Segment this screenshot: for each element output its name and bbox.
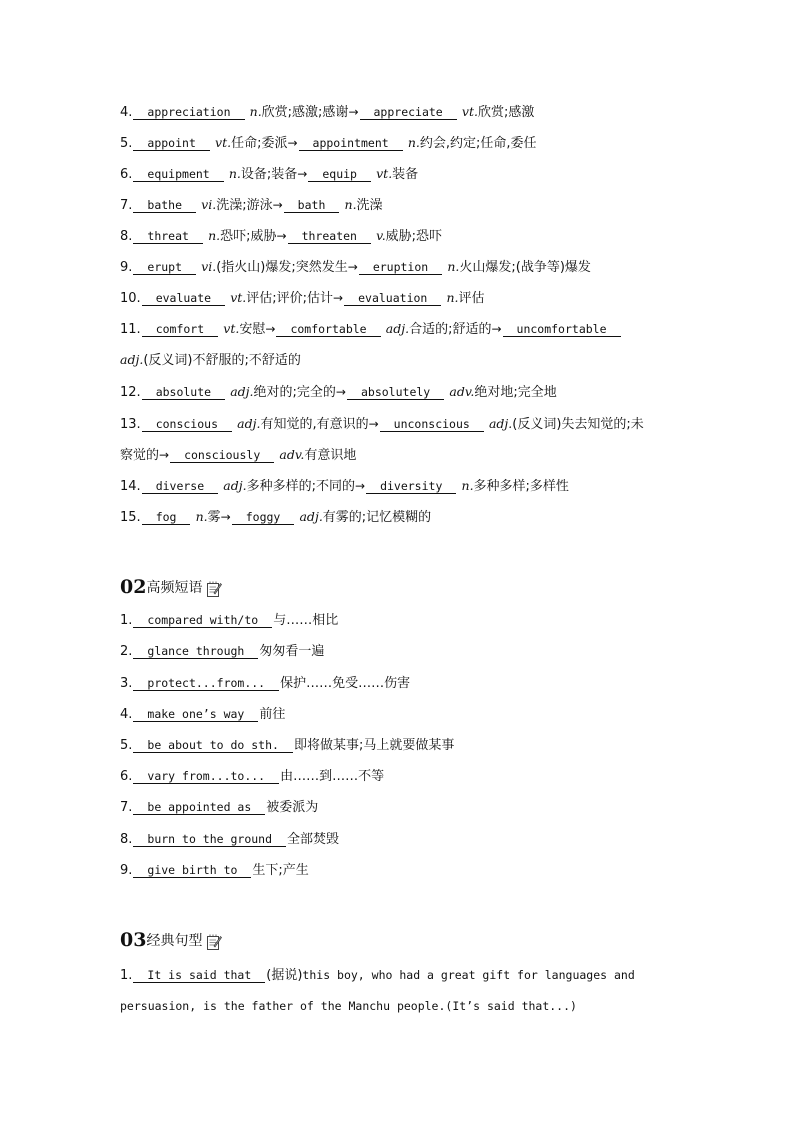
item-number: 15. <box>120 510 141 525</box>
meaning: 欣赏;感激;感谢 <box>261 105 349 120</box>
answer-blank: unconscious <box>380 417 484 432</box>
part-of-speech: n. <box>447 259 460 274</box>
answer-blank: burn to the ground <box>133 832 286 847</box>
part-of-speech: adj. <box>237 416 261 431</box>
answer-blank: conscious <box>142 417 232 432</box>
part-of-speech: vt. <box>461 104 478 119</box>
item-number: 9. <box>120 863 133 878</box>
item-number: 4. <box>120 105 133 120</box>
arrow-icon: → <box>333 291 344 305</box>
section-title: 经典句型 <box>146 933 203 949</box>
notepad-pencil-icon <box>206 580 222 598</box>
answer-blank: equip <box>308 167 371 182</box>
answer-blank: bath <box>284 198 340 213</box>
meaning: 洗澡;游泳 <box>216 198 273 213</box>
answer-blank: appreciate <box>360 105 457 120</box>
meaning: 评估;评价;估计 <box>246 291 334 306</box>
phrase-item-9 <box>120 863 690 879</box>
item-number: 6. <box>120 167 133 182</box>
arrow-icon: → <box>355 479 366 493</box>
answer-blank: evaluate <box>142 291 225 306</box>
part-of-speech: n. <box>407 135 420 150</box>
answer-blank: consciously <box>170 448 274 463</box>
phrase-item-5 <box>120 738 690 754</box>
meaning: 合适的;舒适的 <box>409 322 492 337</box>
part-of-speech: n. <box>228 166 241 181</box>
vocab-item-11-cont <box>120 352 690 369</box>
arrow-icon: → <box>276 229 287 243</box>
item-number: 14. <box>120 479 141 494</box>
answer-blank: give birth to <box>133 863 251 878</box>
part-of-speech: vt. <box>376 166 393 181</box>
section-title: 高频短语 <box>146 580 203 596</box>
vocab-item-11 <box>120 321 690 338</box>
answer-blank: It is said that <box>133 968 265 983</box>
meaning: 欣赏;感激 <box>477 105 535 120</box>
item-number: 8. <box>120 832 133 847</box>
answer-blank: equipment <box>133 167 223 182</box>
arrow-icon: → <box>159 448 170 462</box>
answer-blank: absolute <box>142 385 225 400</box>
answer-blank: comfort <box>142 322 218 337</box>
section-number: 03 <box>120 929 147 951</box>
part-of-speech: adj. <box>299 509 323 524</box>
answer-blank: vary from...to... <box>133 769 279 784</box>
meaning: 即将做某事;马上就要做某事 <box>293 738 455 753</box>
item-number: 3. <box>120 676 133 691</box>
answer-blank: fog <box>142 510 191 525</box>
answer-blank: appointment <box>299 136 403 151</box>
part-of-speech: vt. <box>223 321 240 336</box>
meaning: 装备 <box>392 167 419 182</box>
item-number: 1. <box>120 613 133 628</box>
meaning: (反义词)失去知觉的;未 <box>512 417 644 432</box>
part-of-speech: adj. <box>120 352 144 367</box>
section-header-sentences <box>120 925 222 951</box>
part-of-speech: n. <box>208 228 221 243</box>
answer-blank: eruption <box>359 260 442 275</box>
meaning: 雾 <box>207 510 221 525</box>
vocab-item-9 <box>120 259 690 276</box>
phrase-item-2 <box>120 644 690 660</box>
arrow-icon: → <box>335 385 346 399</box>
arrow-icon: → <box>491 322 502 336</box>
meaning: (指火山)爆发;突然发生 <box>216 260 348 275</box>
section-number: 02 <box>120 576 147 598</box>
meaning: 绝对的;完全的 <box>253 385 336 400</box>
sentence-item-1 <box>120 967 690 984</box>
meaning: 生下;产生 <box>252 863 309 878</box>
arrow-icon: → <box>348 105 359 119</box>
vocab-item-8 <box>120 228 690 245</box>
meaning: (反义词)不舒服的;不舒适的 <box>143 353 301 368</box>
meaning: 任命;委派 <box>231 136 288 151</box>
meaning: 由……到……不等 <box>280 769 385 784</box>
answer-blank: appoint <box>133 136 209 151</box>
vocab-item-14 <box>120 478 690 495</box>
answer-blank: uncomfortable <box>503 322 621 337</box>
meaning: 绝对地;完全地 <box>474 385 557 400</box>
meaning: 与……相比 <box>273 613 339 628</box>
meaning: 有雾的;记忆模糊的 <box>322 510 432 525</box>
meaning: 洗澡 <box>356 198 383 213</box>
answer-blank: comfortable <box>276 322 380 337</box>
part-of-speech: n. <box>249 104 262 119</box>
answer-blank: bathe <box>133 198 196 213</box>
vocab-item-13-cont <box>120 447 690 464</box>
answer-blank: threaten <box>288 229 371 244</box>
answer-blank: threat <box>133 229 203 244</box>
part-of-speech: vi. <box>201 259 217 274</box>
vocab-item-13 <box>120 416 690 433</box>
answer-blank: be appointed as <box>133 800 265 815</box>
part-of-speech: n. <box>461 478 474 493</box>
arrow-icon: → <box>368 417 379 431</box>
item-number: 6. <box>120 769 133 784</box>
meaning: 被委派为 <box>266 800 319 815</box>
arrow-icon: → <box>265 322 276 336</box>
phrase-item-3 <box>120 676 690 692</box>
vocab-item-4 <box>120 104 690 121</box>
vocab-item-6 <box>120 166 690 183</box>
arrow-icon: → <box>272 198 283 212</box>
part-of-speech: adj. <box>230 384 254 399</box>
item-number: 1. <box>120 968 133 983</box>
arrow-icon: → <box>220 510 231 524</box>
meaning: 恐吓;威胁 <box>220 229 277 244</box>
phrase-item-4 <box>120 707 690 723</box>
part-of-speech: n. <box>446 290 459 305</box>
meaning: 威胁;恐吓 <box>385 229 443 244</box>
phrase-item-8 <box>120 832 690 848</box>
answer-blank: protect...from... <box>133 676 279 691</box>
answer-blank: diversity <box>366 479 456 494</box>
meaning: 设备;装备 <box>240 167 298 182</box>
answer-blank: appreciation <box>133 105 244 120</box>
answer-blank: compared with/to <box>133 613 272 628</box>
meaning: 多种多样的;不同的 <box>246 479 355 494</box>
answer-blank: make one’s way <box>133 707 258 722</box>
item-number: 2. <box>120 644 133 659</box>
answer-blank: glance through <box>133 644 258 659</box>
notepad-pencil-icon <box>206 933 222 951</box>
item-number: 9. <box>120 260 133 275</box>
part-of-speech: adj. <box>385 321 410 336</box>
item-number: 12. <box>120 385 141 400</box>
item-number: 4. <box>120 707 133 722</box>
gloss: (据说) <box>266 968 303 983</box>
sentence-text: persuasion, is the father of the Manchu people.(It’s said that...) <box>120 999 577 1013</box>
answer-blank: evaluation <box>344 291 441 306</box>
part-of-speech: n. <box>344 197 357 212</box>
answer-blank: be about to do sth. <box>133 738 293 753</box>
section-header-phrases <box>120 572 222 598</box>
item-number: 7. <box>120 800 133 815</box>
part-of-speech: vt. <box>230 290 247 305</box>
sentence-text: this boy, who had a great gift for languages and <box>302 968 635 982</box>
item-number: 11. <box>120 322 141 337</box>
part-of-speech: vt. <box>215 135 232 150</box>
item-number: 10. <box>120 291 141 306</box>
part-of-speech: vi. <box>201 197 217 212</box>
vocab-item-12 <box>120 384 690 401</box>
part-of-speech: adv. <box>279 447 305 462</box>
vocab-item-7 <box>120 197 690 214</box>
arrow-icon: → <box>297 167 308 181</box>
vocab-item-5 <box>120 135 690 152</box>
meaning: 有意识地 <box>304 448 357 463</box>
meaning: 有知觉的,有意识的 <box>260 417 369 432</box>
phrase-item-6 <box>120 769 690 785</box>
meaning: 察觉的 <box>120 448 160 463</box>
item-number: 13. <box>120 417 141 432</box>
meaning: 全部焚毁 <box>287 832 340 847</box>
meaning: 前往 <box>259 707 286 722</box>
part-of-speech: adj. <box>223 478 247 493</box>
item-number: 5. <box>120 738 133 753</box>
answer-blank: foggy <box>232 510 295 525</box>
meaning: 多种多样;多样性 <box>473 479 569 494</box>
item-number: 5. <box>120 136 133 151</box>
meaning: 保护……免受……伤害 <box>280 676 411 691</box>
phrase-item-7 <box>120 800 690 816</box>
meaning: 评估 <box>458 291 485 306</box>
arrow-icon: → <box>287 136 298 150</box>
meaning: 约会,约定;任命,委任 <box>419 136 537 151</box>
meaning: 匆匆看一遍 <box>259 644 325 659</box>
part-of-speech: adj. <box>488 416 513 431</box>
vocab-item-10 <box>120 290 690 307</box>
item-number: 7. <box>120 198 133 213</box>
answer-blank: diverse <box>142 479 218 494</box>
phrase-item-1 <box>120 613 690 629</box>
sentence-item-1-cont <box>120 998 690 1015</box>
meaning: 安慰 <box>239 322 266 337</box>
arrow-icon: → <box>347 260 358 274</box>
answer-blank: absolutely <box>347 385 444 400</box>
meaning: 火山爆发;(战争等)爆发 <box>459 260 591 275</box>
part-of-speech: n. <box>195 509 208 524</box>
part-of-speech: v. <box>376 228 386 243</box>
part-of-speech: adv. <box>449 384 475 399</box>
vocab-item-15 <box>120 509 690 526</box>
answer-blank: erupt <box>133 260 196 275</box>
item-number: 8. <box>120 229 133 244</box>
